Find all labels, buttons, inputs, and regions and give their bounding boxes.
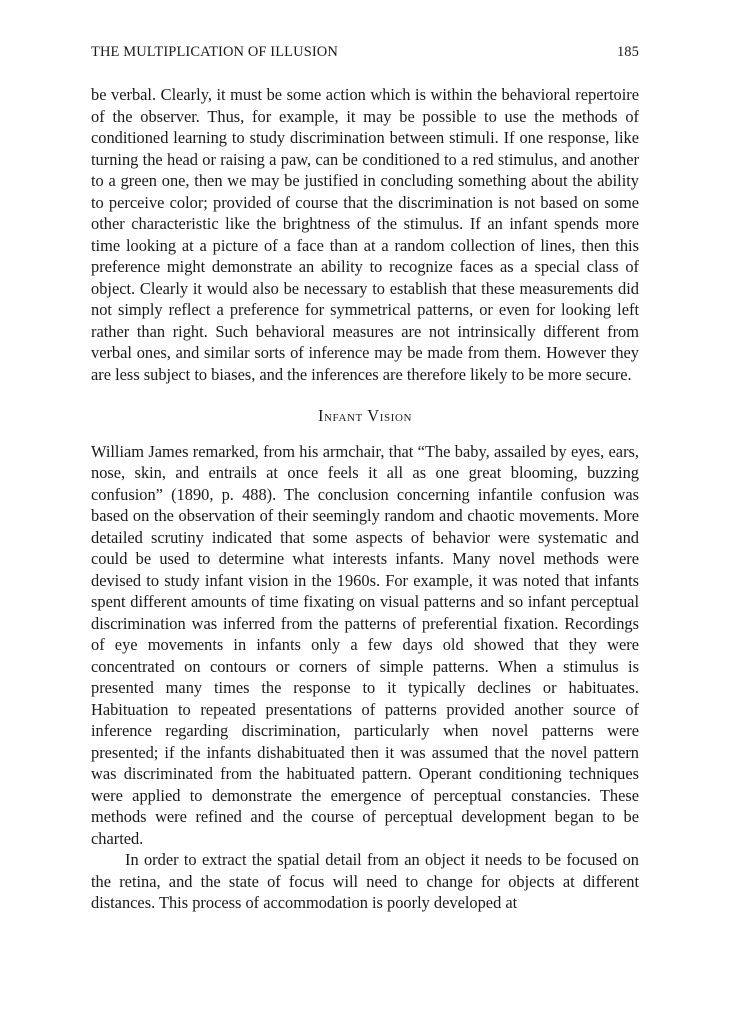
running-head: [91, 42, 639, 62]
paragraph-continuation: be verbal. Clearly, it must be some action which is within the behavioral repertoire of the observer. Thus, for example, it may be possible to use the methods of conditioned learning to study discrimination between stimuli. If one response, like turning the head or raising a paw, can be conditioned to a red stimulus, and another to a green one, then we may be justified in concluding something about the ability to perceive color; provided of course that the discrimination is not based on some other characteristic like the brightness of the stimulus. If an infant spends more time looking at a picture of a face than at a random collection of lines, then this preference might demonstrate an ability to recognize faces as a special class of object. Clearly it would also be necessary to establish that these measurements did not simply reflect a preference for symmetrical patterns, or even for looking left rather than right. Such behavioral measures are not intrinsically different from verbal ones, and similar sorts of inference may be made from them. However they are less subject to biases, and the inferences are therefore likely to be more secure.: [91, 85, 639, 384]
page-number: 185: [616, 44, 639, 60]
paragraph-infant-vision-2: In order to extract the spatial detail from an object it needs to be focused on the retina, and the state of focus will need to change for objects at different distances. This process of accommodation is poorly developed at: [91, 850, 639, 912]
running-title: THE MULTIPLICATION OF ILLUSION: [91, 44, 338, 60]
paragraph-infant-vision-1: William James remarked, from his armchair, that “The baby, assailed by eyes, ears, nose, skin, and entrails at once feels it all as one great blooming, buzzing confusion” (1890, p. 488). The conclusion concerning infantile confusion was based on the observation of their seemingly random and chaotic movements. More detailed scrutiny indicated that some aspects of behavior were systematic and could be used to determine what interests infants. Many novel methods were devised to study infant vision in the 1960s. For example, it was noted that infants spent different amounts of time fixating on visual patterns and so infant perceptual discrimination was inferred from the patterns of preferential fixation. Recordings of eye movements in infants only a few days old showed that they were concentrated on contours or corners of simple patterns. When a stimulus is presented many times the response to it typically declines or habituates. Habituation to repeated presentations of patterns provided another source of inference regarding discrimination, particularly when novel patterns were presented; if the infants dishabituated then it was assumed that the novel pattern was discriminated from the habituated pattern. Operant conditioning techniques were applied to demonstrate the emergence of perceptual constancies. These methods were refined and the course of perceptual development began to be charted.: [91, 441, 639, 848]
section-heading: Infant Vision: [317, 406, 413, 425]
book-page: [91, 42, 639, 914]
